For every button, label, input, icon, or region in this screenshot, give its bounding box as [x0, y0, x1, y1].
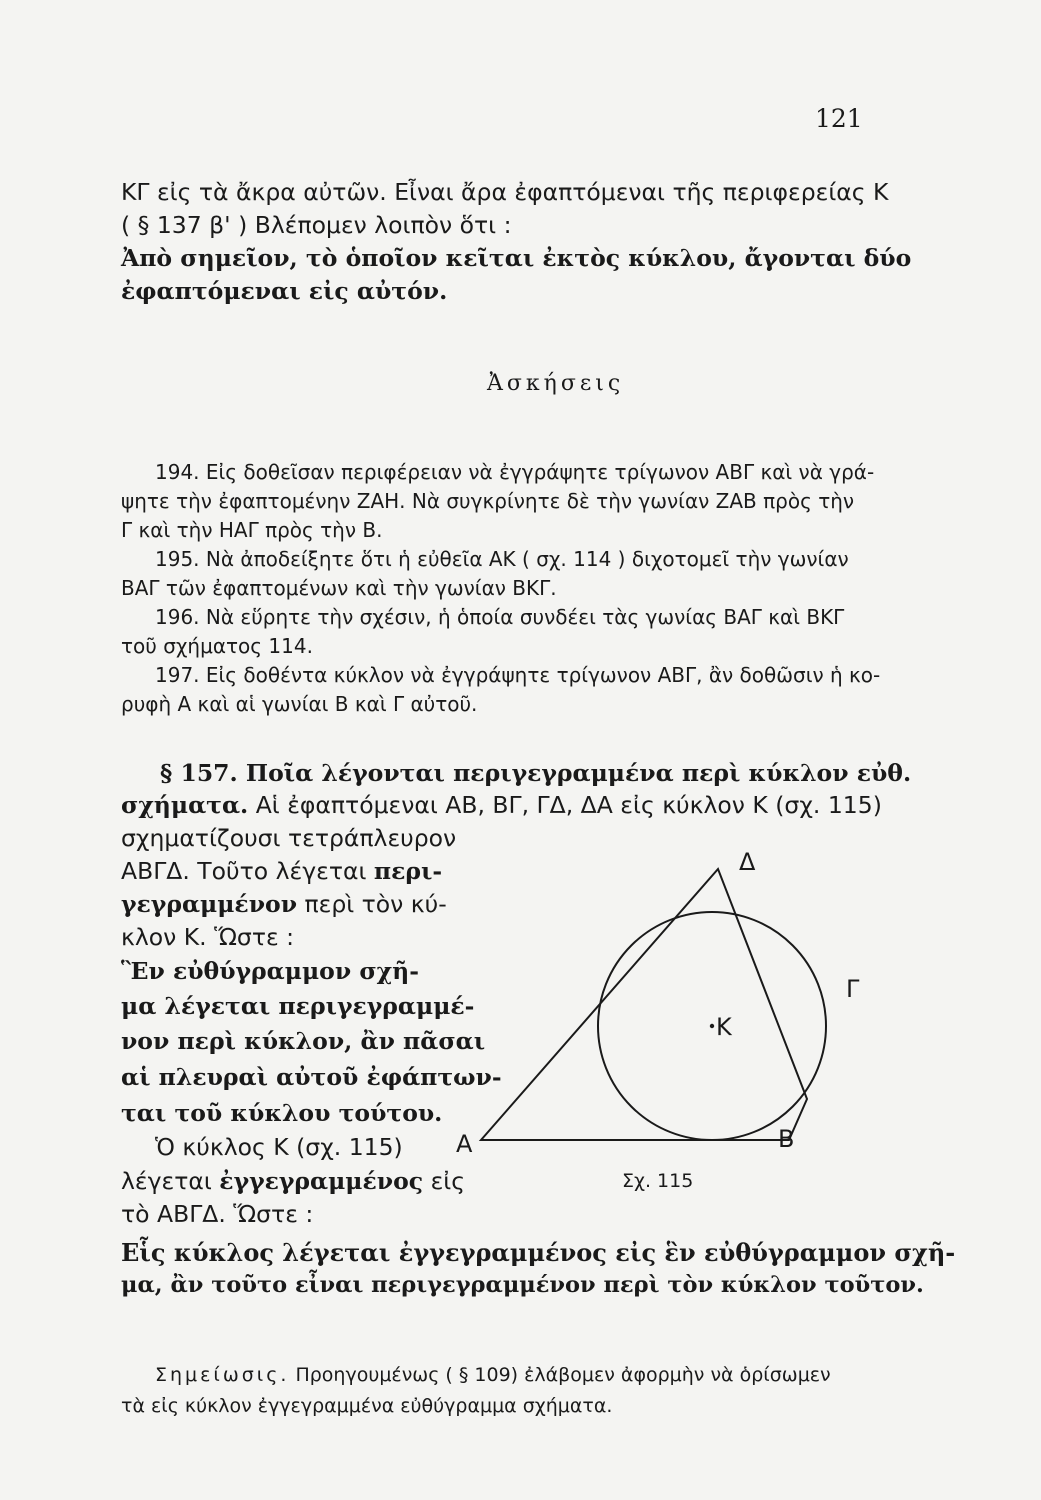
exercise-line: ΒΑΓ τῶν ἐφαπτομένων καὶ τὴν γωνίαν ΒΚΓ. [121, 576, 557, 600]
note-label: Σημείωσις. [155, 1364, 290, 1386]
center-point [710, 1024, 714, 1028]
exercise-line: 197. Εἰς δοθέντα κύκλον νὰ ἐγγράψητε τρίγωνον ΑΒΓ, ἂν δοθῶσιν ἡ κο- [155, 663, 881, 687]
section-text: ΑΒΓΔ. Τοῦτο λέγεται [121, 857, 374, 885]
section-line: σχηματίζουσι τετράπλευρον [121, 824, 457, 852]
figure-caption: Σχ. 115 [622, 1170, 694, 1192]
section-title-continued: σχήματα. [121, 791, 249, 819]
intro-line: ΚΓ εἰς τὰ ἄκρα αὐτῶν. Εἶναι ἄρα ἐφαπτόμεναι τῆς περιφερείας Κ [121, 178, 889, 206]
exercise-line: ψητε τὴν ἐφαπτομένην ΖΑΗ. Νὰ συγκρίνητε δὲ τὴν γωνίαν ΖΑΒ πρὸς τὴν [121, 489, 855, 513]
exercise-line: 194. Εἰς δοθεῖσαν περιφέρειαν νὰ ἐγγράψητε τρίγωνον ΑΒΓ καὶ νὰ γρά- [155, 460, 875, 484]
intro-line: ( § 137 β' ) Βλέπομεν λοιπὸν ὅτι : [121, 211, 512, 239]
note-text: Προηγουμένως ( § 109) ἐλάβομεν ἀφορμὴν νὰ ὁρίσωμεν [289, 1364, 831, 1386]
section-line: κλον Κ. Ὥστε : [121, 923, 295, 951]
exercise-line: ρυφὴ Α καὶ αἱ γωνίαι Β καὶ Γ αὐτοῦ. [121, 692, 478, 716]
term-bold: περι- [373, 857, 443, 885]
definition-line: Εἷς κύκλος λέγεται ἐγγεγραμμένος εἰς ἓν εὐθύγραμμον σχῆ- [121, 1238, 956, 1267]
label-A: Α [456, 1130, 473, 1158]
section-text: Αἱ ἐφαπτόμεναι ΑΒ, ΒΓ, ΓΔ, ΔΑ εἰς κύκλον Κ (σχ. 115) [248, 791, 882, 819]
definition-line: νον περὶ κύκλον, ἂν πᾶσαι [121, 1027, 486, 1055]
definition-line: Ἓν εὐθύγραμμον σχῆ- [121, 957, 419, 985]
section-text: εἰς [423, 1167, 466, 1195]
definition-line: μα, ἂν τοῦτο εἶναι περιγεγραμμένον περὶ τὸν κύκλον τοῦτον. [121, 1272, 924, 1298]
definition-line: αἱ πλευραὶ αὐτοῦ ἐφάπτων- [121, 1063, 502, 1091]
section-text: περὶ τὸν κύ- [297, 890, 447, 918]
definition-line: μα λέγεται περιγεγραμμέ- [121, 992, 475, 1020]
label-B: Β [778, 1125, 795, 1153]
section-line [121, 791, 882, 819]
exercise-line: 196. Νὰ εὕρητε τὴν σχέσιν, ἡ ὁποία συνδέει τὰς γωνίας ΒΑΓ καὶ ΒΚΓ [155, 605, 845, 629]
circumscribed-quadrilateral [481, 869, 807, 1140]
exercise-line: τοῦ σχήματος 114. [121, 634, 313, 658]
intro-theorem-line: ἐφαπτόμεναι εἰς αὐτόν. [121, 277, 448, 305]
section-text: λέγεται [121, 1167, 220, 1195]
section-line: τὸ ΑΒΓΔ. Ὥστε : [121, 1200, 314, 1228]
page-number: 121 [815, 104, 863, 133]
term-bold: γεγραμμένον [121, 890, 297, 918]
figure-115 [450, 835, 890, 1195]
section-title: § 157. Ποῖα λέγονται περιγεγραμμένα περὶ κύκλον εὐθ. [160, 759, 912, 787]
label-D: Δ [739, 848, 756, 876]
definition-line: ται τοῦ κύκλου τούτου. [121, 1099, 443, 1127]
section-line [121, 1167, 465, 1195]
exercises-heading: Ἀσκήσεις [487, 371, 625, 396]
term-bold: ἐγγεγραμμένος [219, 1167, 424, 1195]
intro-theorem-line: Ἀπὸ σημεῖον, τὸ ὁποῖον κεῖται ἐκτὸς κύκλου, ἄγονται δύο [121, 244, 912, 272]
section-line [121, 890, 447, 918]
section-line [121, 857, 442, 885]
exercise-line: 195. Νὰ ἀποδείξητε ὅτι ἡ εὐθεῖα ΑΚ ( σχ. 114 ) διχοτομεῖ τὴν γωνίαν [155, 547, 849, 571]
exercise-line: Γ καὶ τὴν ΗΑΓ πρὸς τὴν Β. [121, 518, 383, 542]
note-line: τὰ εἰς κύκλον ἐγγεγραμμένα εὐθύγραμμα σχήματα. [121, 1395, 613, 1417]
section-line: Ὁ κύκλος Κ (σχ. 115) [155, 1133, 403, 1161]
note-line [155, 1364, 831, 1386]
label-G: Γ [846, 975, 860, 1003]
label-K: Κ [716, 1013, 732, 1041]
